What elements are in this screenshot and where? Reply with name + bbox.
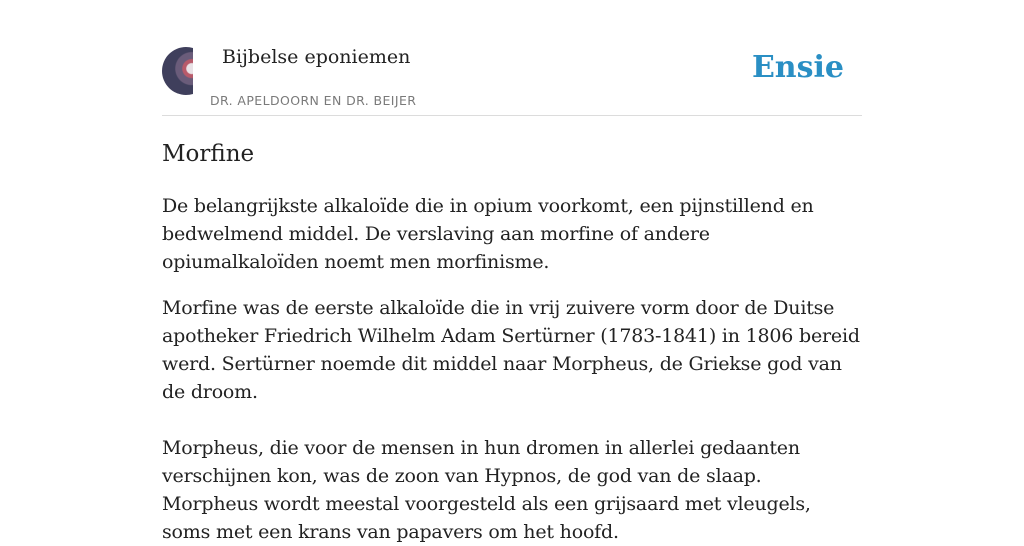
- book-title[interactable]: Bijbelse eponiemen: [222, 46, 411, 68]
- ensie-logo[interactable]: Ensie: [751, 50, 844, 85]
- book-authors[interactable]: DR. APELDOORN EN DR. BEIJER: [210, 93, 417, 108]
- entry-paragraph-1: De belangrijkste alkaloïde die in opium voorkomt, een pijnstillend en bedwelmend middel. De verslaving aan morfine of andere opiumalkaloïden noemt men morfinisme.: [162, 195, 814, 273]
- book-cover-image[interactable]: [162, 47, 193, 95]
- cover-artwork: [162, 47, 193, 95]
- entry-title: Morfine: [162, 141, 255, 167]
- page-header: [162, 40, 862, 116]
- entry-paragraph-3: Morpheus, die voor de mensen in hun dromen in allerlei gedaanten verschijnen kon, was de zoon van Hypnos, de god van de slaap. Morpheus wordt meestal voorgesteld als een grijsaard met vleugels, soms met een krans van papavers om het hoofd.: [162, 437, 811, 543]
- entry-content: [162, 138, 862, 546]
- entry-paragraph-2: Morfine was de eerste alkaloïde die in vrij zuivere vorm door de Duitse apotheker Friedrich Wilhelm Adam Sertürner (1783-1841) in 1806 bereid werd. Sertürner noemde dit middel naar Morpheus, de Griekse god van de droom.: [162, 297, 860, 403]
